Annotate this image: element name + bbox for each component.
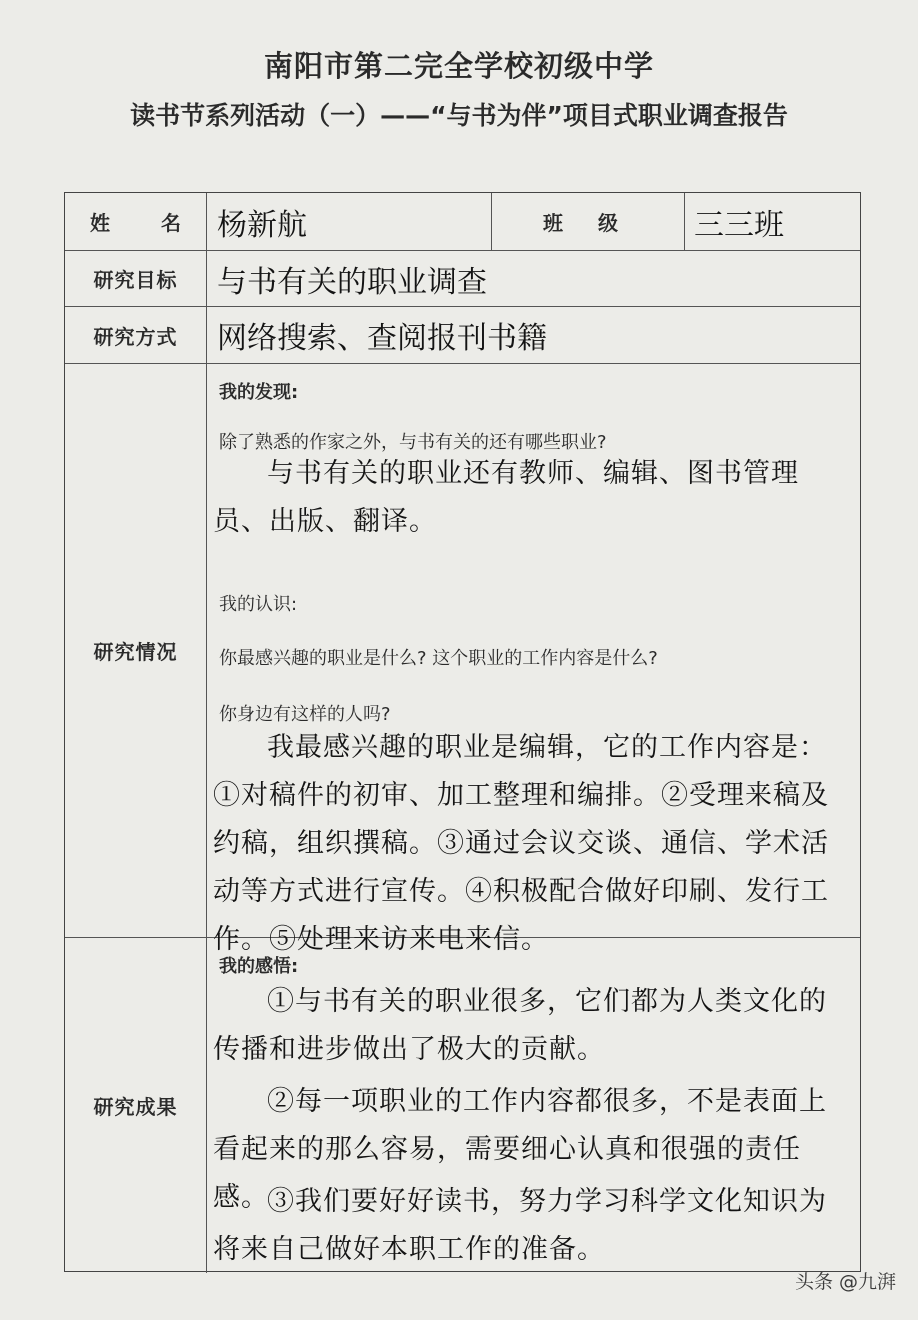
result-label: 研究成果	[65, 938, 207, 1273]
goal-label: 研究目标	[65, 251, 207, 306]
goal-row	[65, 251, 860, 307]
understanding-heading: 我的认识:	[219, 594, 298, 615]
result-row	[65, 938, 860, 1273]
report-title: 读书节系列活动（一）——“与书为伴”项目式职业调查报告	[130, 101, 788, 130]
method-label: 研究方式	[65, 307, 207, 363]
findings-heading: 我的发现:	[219, 382, 299, 403]
report-form	[64, 192, 861, 1272]
name-row	[65, 193, 860, 251]
situation-content	[207, 364, 860, 955]
method-value: 网络搜索、查阅报刊书籍	[217, 321, 547, 356]
name-value: 杨新航	[217, 207, 307, 243]
findings-question: 除了熟悉的作家之外，与书有关的还有哪些职业?	[219, 432, 607, 453]
situation-row	[65, 364, 860, 955]
understanding-question-2: 你身边有这样的人吗?	[219, 704, 391, 725]
class-value: 三三班	[694, 207, 784, 243]
understanding-answer: 我最感兴趣的职业是编辑，它的工作内容是：①对稿件的初审、加工整理和编排。②受理来稿及约稿，组织撰稿。③通过会议交谈、通信、学术活动等方式进行宣传。④积极配合做好印刷、发行工作。⑤处理来访来电来信。	[213, 732, 829, 955]
insight-point-2: ②每一项职业的工作内容都很多，不是表面上看起来的那么容易，需要细心认真和很强的责任感。	[213, 1086, 827, 1213]
insight-point-1: ①与书有关的职业很多，它们都为人类文化的传播和进步做出了极大的贡献。	[213, 986, 827, 1065]
findings-answer: 与书有关的职业还有教师、编辑、图书管理员、出版、翻译。	[213, 458, 799, 537]
result-content	[207, 938, 860, 1273]
situation-label: 研究情况	[65, 364, 207, 937]
understanding-question-1: 你最感兴趣的职业是什么? 这个职业的工作内容是什么?	[219, 648, 658, 669]
name-label: 姓 名	[65, 193, 207, 250]
insights-heading: 我的感悟:	[219, 956, 299, 977]
insight-point-3: ③我们要好好读书，努力学习科学文化知识为将来自己做好本职工作的准备。	[213, 1186, 827, 1265]
method-row	[65, 307, 860, 364]
class-label: 班 级	[543, 211, 632, 235]
goal-value: 与书有关的职业调查	[217, 264, 487, 300]
school-title: 南阳市第二完全学校初级中学	[263, 49, 654, 83]
watermark: 头条 @九湃	[794, 1271, 896, 1293]
